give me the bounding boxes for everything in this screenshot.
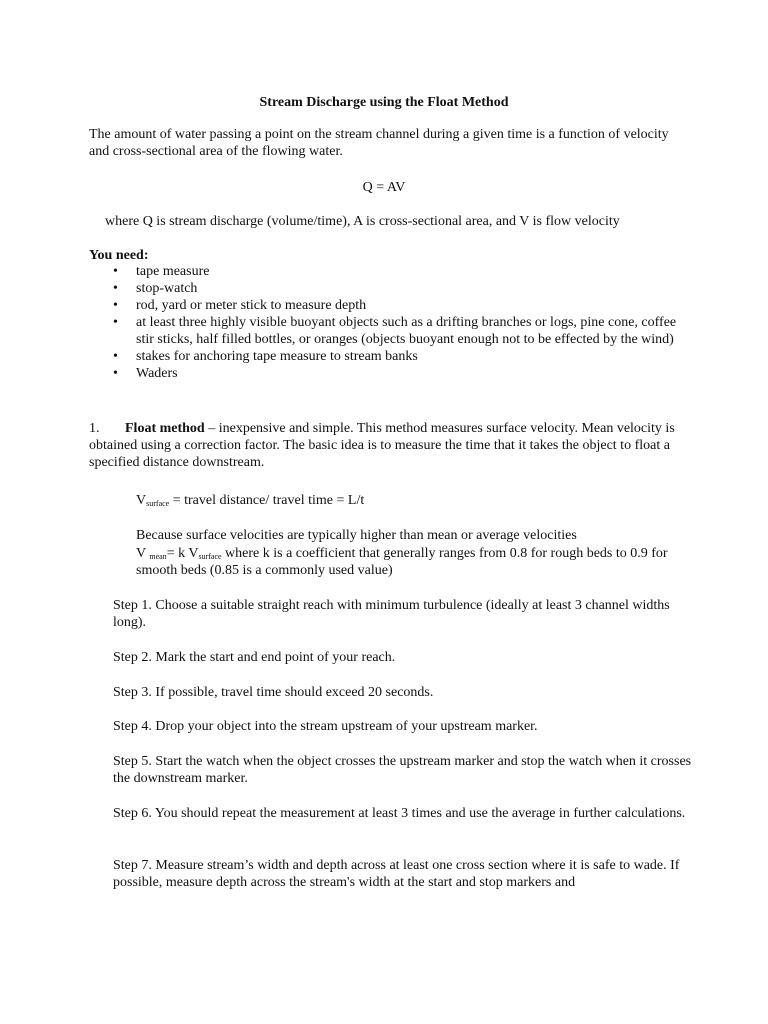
- list-item: [89, 365, 689, 382]
- list-item: [89, 297, 689, 314]
- surface-velocity-equation: [136, 492, 696, 509]
- mean-subscript: mean: [149, 552, 167, 561]
- step-2: Step 2. Mark the start and end point of your reach.: [113, 650, 396, 665]
- bullet-icon: •: [113, 315, 118, 330]
- step-5: Step 5. Start the watch when the object crosses the upstream marker and stop the watch when it crosses the downstream marker.: [113, 754, 692, 786]
- bullet-icon: •: [113, 349, 118, 364]
- bullet-icon: •: [113, 366, 118, 381]
- step-4: Step 4. Drop your object into the stream upstream of your upstream marker.: [113, 719, 538, 734]
- velocity-symbol: V: [136, 493, 147, 508]
- list-item-text: rod, yard or meter stick to measure depth: [136, 298, 367, 313]
- bullet-icon: •: [113, 298, 118, 313]
- list-item-text: stop-watch: [136, 281, 198, 296]
- velocity-equation-text: = travel distance/ travel time = L/t: [169, 493, 365, 508]
- velocity-subscript: surface: [146, 499, 170, 508]
- mean-velocity-equation: [136, 545, 681, 579]
- step-6: Step 6. You should repeat the measurement at least 3 times and use the average in further calculations.: [113, 806, 686, 821]
- float-method-paragraph: [89, 420, 689, 471]
- intro-paragraph: The amount of water passing a point on the stream channel during a given time is a function of velocity and cross-sectional area of the flowing water.: [89, 127, 669, 159]
- discharge-formula: Q = AV: [362, 180, 406, 195]
- you-need-heading: You need:: [89, 248, 149, 263]
- step-3: Step 3. If possible, travel time should exceed 20 seconds.: [113, 685, 434, 700]
- surface-subscript: surface: [198, 552, 222, 561]
- list-item: [89, 280, 689, 297]
- list-item-text: Waders: [136, 366, 178, 381]
- list-item-text: stakes for anchoring tape measure to stream banks: [136, 349, 418, 364]
- list-item-text: at least three highly visible buoyant objects such as a drifting branches or logs, pine cone, coffee stir sticks, half filled bottles, or oranges (objects buoyant enough not to be effected by the wind): [136, 315, 677, 347]
- step-7: Step 7. Measure stream’s width and depth across at least one cross section where it is safe to wade. If possible, measure depth across the stream's width at the start and stop markers and: [113, 858, 680, 890]
- list-item: [89, 348, 689, 365]
- method-name: Float method: [125, 421, 205, 436]
- step-1: Step 1. Choose a suitable straight reach with minimum turbulence (ideally at least 3 channel widths long).: [113, 598, 670, 630]
- because-text: Because surface velocities are typically higher than mean or average velocities: [136, 528, 577, 543]
- method-description: – inexpensive and simple. This method measures surface velocity. Mean velocity is obtained using a correction factor. The basic idea is to measure the time that it takes the object to float a specified distance downstream.: [89, 421, 675, 470]
- mean-velocity-symbol: V: [136, 546, 150, 561]
- document-title: Stream Discharge using the Float Method: [259, 95, 509, 110]
- mean-equation-middle: = k V: [166, 546, 199, 561]
- equipment-list: [89, 263, 689, 382]
- bullet-icon: •: [113, 281, 118, 296]
- bullet-icon: •: [113, 264, 118, 279]
- method-number: 1.: [89, 421, 100, 436]
- formula-explanation: where Q is stream discharge (volume/time), A is cross-sectional area, and V is flow velocity: [105, 214, 620, 229]
- mean-equation-text: where k is a coefficient that generally ranges from 0.8 for rough beds to 0.9 for smooth beds (0.85 is a commonly used value): [136, 546, 668, 578]
- list-item: [89, 314, 689, 348]
- list-item-text: tape measure: [136, 264, 210, 279]
- list-item: [89, 263, 689, 280]
